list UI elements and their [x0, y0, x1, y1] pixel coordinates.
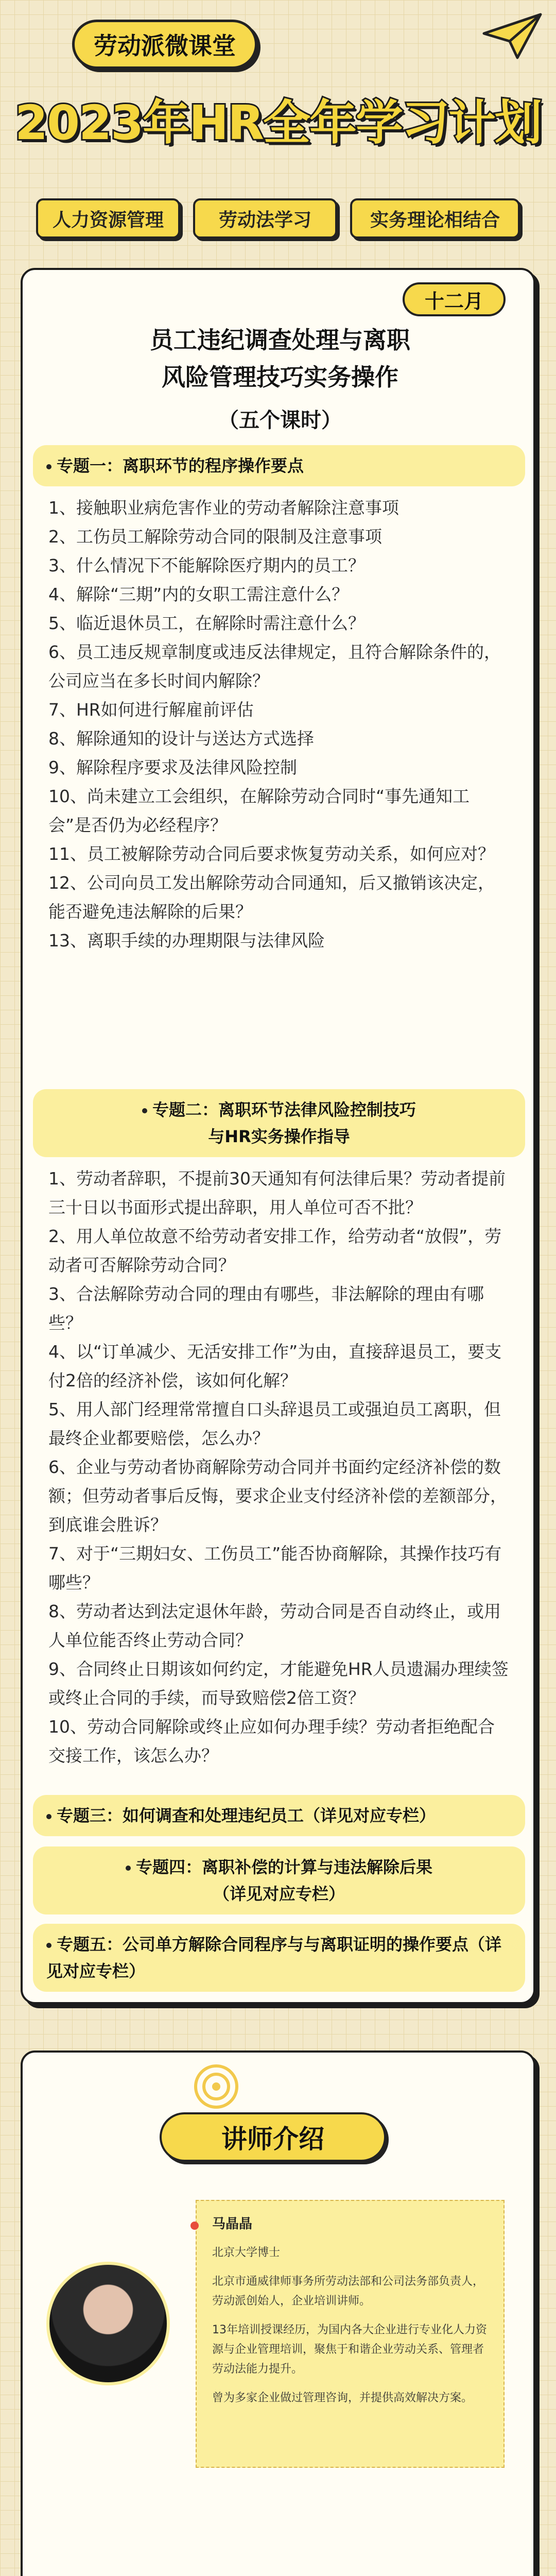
course-title [43, 321, 517, 396]
section-2-title: 专题二：离职环节法律风险控制技巧 [152, 1100, 416, 1120]
list-item: 1、劳动者辞职，不提前30天通知有何法律后果？劳动者提前三十日以书面形式提出辞职，用人单位可否不批？ [48, 1168, 506, 1217]
list-item: 4、解除“三期”内的女职工需注意什么？ [48, 584, 349, 604]
list-item: 3、什么情况下不能解除医疗期内的员工？ [48, 555, 365, 575]
tab-theory-practice: 实务理论相结合 [350, 198, 520, 239]
course-card [21, 268, 535, 2004]
lecturer-bio [196, 2200, 505, 2468]
section-2-title-line1 [46, 1096, 512, 1123]
lecturer-bio-3: 曾为多家企业做过管理咨询，并提供高效解决方案。 [212, 2392, 473, 2404]
section-2-head [33, 1089, 525, 1157]
section-5-head [33, 1924, 525, 1992]
list-item: 2、用人单位故意不给劳动者安排工作，给劳动者“放假”，劳动者可否解除劳动合同？ [48, 1226, 502, 1275]
list-item: 12、公司向员工发出解除劳动合同通知，后又撤销该决定，能否避免违法解除的后果？ [48, 873, 495, 922]
lecturer-ribbon: 讲师介绍 [160, 2112, 386, 2162]
list-item: 11、员工被解除劳动合同后要求恢复劳动关系，如何应对？ [48, 844, 495, 864]
section-2 [33, 1089, 525, 1770]
list-item: 13、离职手续的办理期限与法律风险 [48, 930, 325, 951]
section-1 [33, 445, 525, 955]
list-item: 10、尚未建立工会组织，在解除劳动合同时“事先通知工会”是否仍为必经程序？ [48, 786, 470, 835]
section-4-head [33, 1846, 525, 1914]
list-item: 8、解除通知的设计与送达方式选择 [48, 728, 314, 749]
list-item: 5、用人部门经理常常擅自口头辞退员工或强迫员工离职，但最终企业都要赔偿，怎么办？ [48, 1399, 501, 1448]
avatar [46, 2262, 170, 2385]
list-item: 7、HR如何进行解雇前评估 [48, 700, 254, 720]
list-item: 5、临近退休员工，在解除时需注意什么？ [48, 613, 365, 633]
tab-labor-law: 劳动法学习 [193, 198, 337, 239]
target-icon [190, 2061, 242, 2112]
red-dot-icon [190, 2222, 199, 2230]
section-5-title: 专题五：公司单方解除合同程序与与离职证明的操作要点（详见对应专栏） [46, 1935, 502, 1981]
section-4-title-line2: （详见对应专栏） [213, 1884, 345, 1904]
brand-tag: 劳动派微课堂 [72, 20, 257, 69]
section-1-head [33, 445, 525, 486]
list-item: 3、合法解除劳动合同的理由有哪些，非法解除的理由有哪些？ [48, 1284, 484, 1333]
section-3-head [33, 1795, 525, 1836]
paper-plane-icon [481, 10, 543, 62]
section-2-title-line2: 与HR实务操作指导 [208, 1127, 350, 1146]
section-4-title: 专题四：离职补偿的计算与违法解除后果 [135, 1857, 432, 1877]
lecturer-degree: 北京大学博士 [212, 2246, 281, 2259]
topic-tabs [36, 198, 520, 240]
page-title: 2023年HR全年学习计划 [15, 95, 541, 150]
tab-hr-management: 人力资源管理 [36, 198, 180, 239]
course-title-line1: 员工违纪调查处理与离职 [150, 326, 410, 354]
course-hours: （五个课时） [218, 409, 342, 432]
list-item: 10、劳动合同解除或终止应如何办理手续？劳动者拒绝配合交接工作，该怎么办？ [48, 1717, 495, 1766]
list-item: 1、接触职业病危害作业的劳动者解除注意事项 [48, 498, 399, 518]
lecturer-bio-1: 北京市通威律师事务所劳动法部和公司法务部负责人，劳动派创始人，企业培训讲师。 [212, 2275, 484, 2308]
list-item: 2、工伤员工解除劳动合同的限制及注意事项 [48, 527, 382, 547]
list-item: 6、员工违反规章制度或违反法律规定，且符合解除条件的，公司应当在多长时间内解除？ [48, 642, 501, 691]
section-4-title-line1 [46, 1854, 512, 1880]
course-title-line2: 风险管理技巧实务操作 [162, 363, 398, 391]
list-item: 9、合同终止日期该如何约定，才能避免HR人员遗漏办理续签或终止合同的手续，而导致赔偿2倍工资？ [48, 1659, 509, 1708]
lecturer-name: 马晶晶 [212, 2216, 253, 2232]
list-item: 4、以“订单减少、无活安排工作”为由，直接辞退员工，要支付2倍的经济补偿，该如何化解？ [48, 1342, 502, 1391]
list-item: 7、对于“三期妇女、工伤员工”能否协商解除，其操作技巧有哪些？ [48, 1544, 502, 1592]
lecturer-bio-2: 13年培训授课经历，为国内各大企业进行专业化人力资源与企业管理培训，聚焦于和谐企业劳动关系、管理者劳动法能力提升。 [212, 2324, 487, 2376]
month-badge: 十二月 [403, 282, 506, 316]
section-3-title: 专题三：如何调查和处理违纪员工（详见对应专栏） [57, 1806, 436, 1825]
list-item: 9、解除程序要求及法律风险控制 [48, 757, 297, 777]
list-item: 6、企业与劳动者协商解除劳动合同并书面约定经济补偿的数额；但劳动者事后反悔，要求企业支付经济补偿的差额部分，到底谁会胜诉？ [48, 1457, 507, 1535]
list-item: 8、劳动者达到法定退休年龄，劳动合同是否自动终止，或用人单位能否终止劳动合同？ [48, 1601, 501, 1650]
section-1-title: 专题一：离职环节的程序操作要点 [57, 456, 304, 476]
